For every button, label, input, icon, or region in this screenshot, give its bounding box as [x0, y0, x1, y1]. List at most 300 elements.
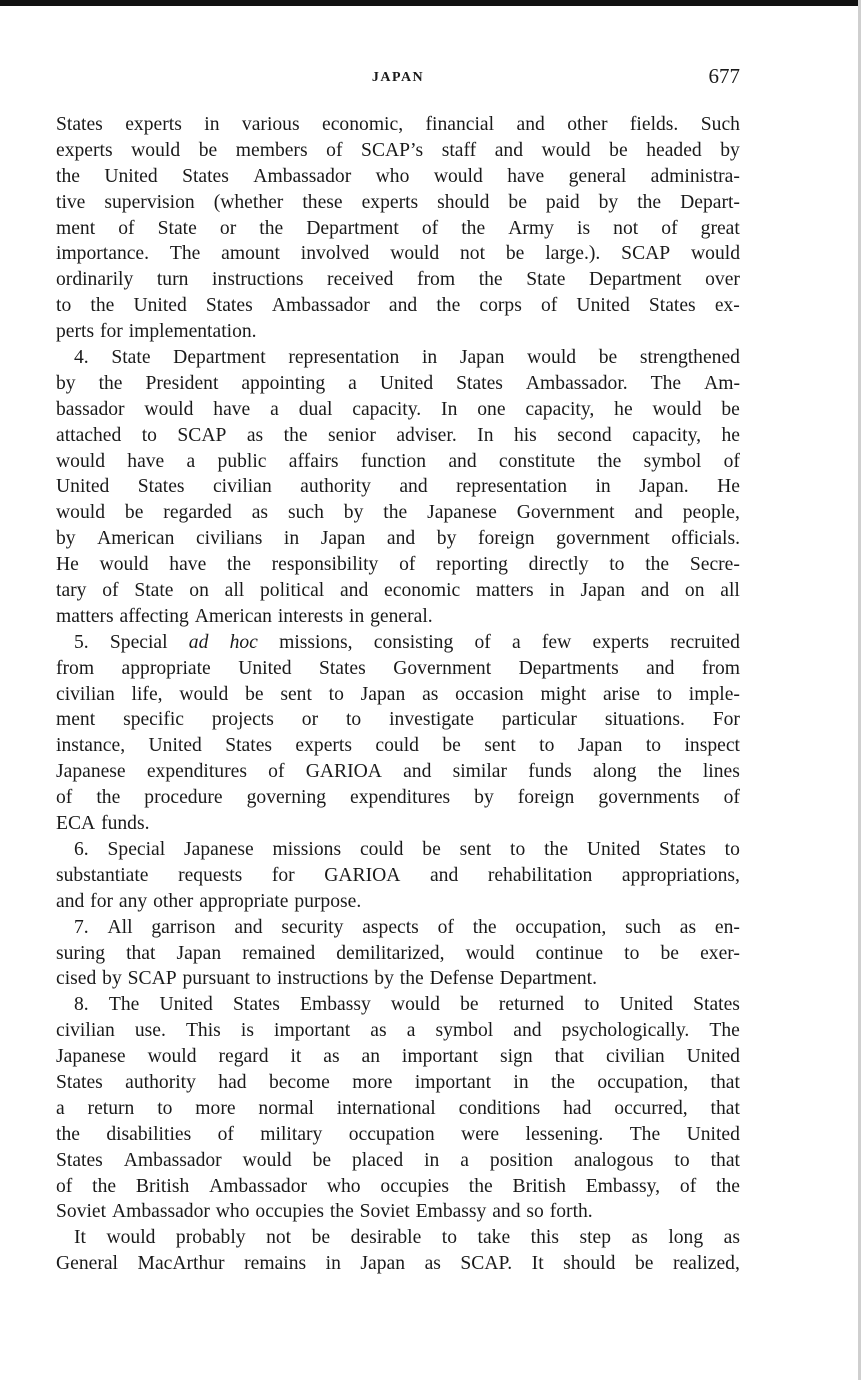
- word: the: [98, 372, 123, 394]
- word: instructions: [212, 269, 304, 291]
- word: United: [586, 838, 641, 860]
- word: exer-: [700, 942, 740, 964]
- word: important: [414, 1071, 492, 1093]
- text-line: [56, 1122, 740, 1148]
- word: United: [133, 295, 187, 317]
- word: dual: [298, 398, 333, 420]
- word: arise: [602, 683, 640, 705]
- word: so: [526, 1201, 544, 1223]
- word: States: [182, 165, 229, 187]
- word: In: [441, 398, 458, 420]
- word: great: [700, 217, 740, 239]
- word: Soviet: [56, 1201, 107, 1223]
- word: It: [74, 1227, 86, 1249]
- word: adviser.: [396, 424, 457, 446]
- word: States: [318, 657, 366, 679]
- text-line: [56, 164, 740, 190]
- word: that: [554, 1046, 585, 1068]
- word: of: [118, 217, 135, 239]
- word: investigate: [389, 709, 474, 731]
- word: a: [460, 1149, 469, 1171]
- word: tary: [56, 580, 87, 602]
- word: to: [141, 424, 157, 446]
- word: headed: [646, 139, 702, 161]
- text-line: [56, 1096, 740, 1122]
- word: would: [147, 1046, 197, 1068]
- text-line: [56, 941, 740, 967]
- word: en-: [714, 916, 740, 938]
- word: be: [598, 347, 618, 369]
- word: might: [540, 683, 587, 705]
- word: Japan: [320, 528, 366, 550]
- word: the: [399, 968, 424, 990]
- word: as: [422, 683, 439, 705]
- text-line: [56, 733, 740, 759]
- word: second: [557, 424, 612, 446]
- word: staff: [441, 139, 477, 161]
- word: American: [194, 605, 272, 627]
- word: these: [302, 191, 343, 213]
- word: GARIOA: [305, 761, 382, 783]
- word: a: [348, 372, 357, 394]
- word: should: [563, 1253, 616, 1275]
- word: return: [87, 1097, 135, 1119]
- text-line: [56, 1018, 740, 1044]
- word: occupies: [255, 1201, 324, 1223]
- word: as: [251, 502, 269, 524]
- word: would: [56, 450, 105, 472]
- word: to: [255, 968, 272, 990]
- word: Soviet: [359, 1201, 410, 1223]
- word: occasion: [455, 683, 524, 705]
- word: hoc: [229, 631, 258, 653]
- word: who: [215, 1201, 250, 1223]
- word: In: [477, 424, 494, 446]
- text-line: [56, 785, 740, 811]
- word: administra-: [650, 165, 740, 187]
- word: to: [345, 709, 362, 731]
- word: of: [326, 139, 343, 161]
- word: and: [234, 916, 263, 938]
- text-line: [56, 423, 740, 449]
- word: would: [242, 1149, 292, 1171]
- word: civilians: [195, 528, 263, 550]
- text-line: [56, 319, 740, 345]
- word: ment: [56, 709, 96, 731]
- word: aspects: [362, 916, 419, 938]
- word: would: [465, 942, 515, 964]
- word: had: [563, 1097, 592, 1119]
- running-head: JAPAN: [371, 70, 425, 85]
- word: the: [478, 269, 503, 291]
- body-text: [56, 112, 740, 1277]
- word: the: [96, 787, 121, 809]
- word: that: [710, 1097, 740, 1119]
- word: in: [204, 114, 220, 135]
- word: United: [379, 372, 434, 394]
- text-line: [56, 915, 740, 941]
- word: Defense: [429, 968, 494, 990]
- word: implementation.: [128, 321, 257, 343]
- word: received: [327, 269, 394, 291]
- text-line: [56, 552, 740, 578]
- word: economic,: [322, 114, 404, 135]
- word: The: [650, 372, 682, 394]
- word: Secre-: [689, 554, 740, 576]
- word: sent: [459, 838, 492, 860]
- word: Department: [173, 347, 266, 369]
- text-line: [56, 578, 740, 604]
- word: ECA: [56, 813, 96, 835]
- word: and: [339, 580, 369, 602]
- word: in: [325, 1253, 341, 1275]
- word: occupation: [348, 1123, 435, 1145]
- word: of: [399, 554, 416, 576]
- word: the: [227, 554, 251, 576]
- text-line: [56, 241, 740, 267]
- word: Special: [107, 838, 166, 860]
- word: Embassy: [300, 994, 371, 1016]
- word: States: [648, 295, 696, 317]
- word: amount: [221, 243, 280, 265]
- word: Such: [700, 114, 740, 135]
- word: of: [540, 295, 558, 317]
- word: important: [401, 1046, 479, 1068]
- word: For: [712, 709, 740, 731]
- word: such: [625, 916, 661, 938]
- word: all: [224, 580, 245, 602]
- word: would: [390, 994, 440, 1016]
- word: he: [614, 398, 633, 420]
- word: occupation,: [597, 1071, 689, 1093]
- word: Ambassador.: [525, 372, 628, 394]
- word: Ambassador: [111, 1201, 210, 1223]
- text-line: [56, 1199, 740, 1225]
- word: Japan: [176, 942, 222, 964]
- word: desirable: [350, 1227, 422, 1249]
- word: capacity,: [525, 398, 595, 420]
- page-number: 677: [708, 64, 740, 88]
- word: The: [629, 1123, 661, 1145]
- word: have: [507, 165, 545, 187]
- word: Department: [589, 269, 682, 291]
- word: lines: [702, 761, 740, 783]
- text-line: [56, 371, 740, 397]
- word: and: [386, 528, 416, 550]
- word: various: [241, 114, 300, 135]
- word: the: [551, 1071, 575, 1093]
- word: Departments: [518, 657, 619, 679]
- word: public: [217, 450, 267, 472]
- word: from: [417, 269, 456, 291]
- word: Japan: [459, 347, 505, 369]
- word: and: [634, 502, 663, 524]
- word: United: [619, 994, 673, 1016]
- word: specific: [123, 709, 184, 731]
- word: more: [352, 1071, 393, 1093]
- word: use.: [134, 1020, 166, 1042]
- word: Japan: [580, 580, 626, 602]
- text-line: [56, 1044, 740, 1070]
- text-line: [56, 293, 740, 319]
- word: of: [217, 1123, 234, 1145]
- word: governing: [246, 787, 327, 809]
- word: authority: [300, 476, 371, 498]
- word: States: [233, 994, 280, 1016]
- word: general.: [370, 605, 433, 627]
- word: be: [198, 139, 218, 161]
- word: appropriations,: [621, 864, 740, 886]
- word: Japanese: [56, 1046, 126, 1068]
- word: State: [157, 217, 197, 239]
- word: (whether: [213, 191, 284, 213]
- word: SCAP: [177, 424, 227, 446]
- word: who: [326, 1175, 361, 1197]
- word: as: [723, 1227, 740, 1249]
- word: Depart-: [680, 191, 740, 213]
- word: 5.: [74, 631, 89, 653]
- word: would: [106, 1227, 156, 1249]
- word: Ambassador: [271, 295, 370, 317]
- word: appropriate: [121, 657, 211, 679]
- word: to: [441, 1227, 458, 1249]
- word: he: [721, 424, 740, 446]
- word: from: [701, 657, 740, 679]
- word: supervision: [104, 191, 195, 213]
- text-line: [56, 837, 740, 863]
- word: ex-: [714, 295, 740, 317]
- word: forth.: [549, 1201, 593, 1223]
- text-line: [56, 811, 740, 837]
- word: his: [513, 424, 537, 446]
- word: British: [512, 1175, 566, 1197]
- word: situations.: [604, 709, 685, 731]
- word: a: [186, 450, 196, 472]
- word: the: [645, 554, 670, 576]
- word: United: [104, 165, 158, 187]
- word: placed: [352, 1149, 404, 1171]
- word: by: [598, 191, 619, 213]
- word: The: [108, 994, 140, 1016]
- word: by: [102, 968, 122, 990]
- word: funds: [528, 761, 572, 783]
- word: United: [56, 476, 110, 498]
- word: in: [424, 1149, 440, 1171]
- word: be: [508, 191, 527, 213]
- word: it: [290, 1046, 302, 1068]
- word: continue: [535, 942, 604, 964]
- text-line: [56, 112, 740, 138]
- word: all: [720, 580, 740, 602]
- word: appointing: [241, 372, 326, 394]
- word: suring: [56, 942, 105, 964]
- word: States: [205, 295, 253, 317]
- word: purpose.: [294, 890, 362, 912]
- word: It: [531, 1253, 544, 1275]
- word: for: [99, 321, 123, 343]
- word: civilian: [56, 1020, 115, 1042]
- word: remains: [244, 1253, 307, 1275]
- word: of: [421, 217, 439, 239]
- word: pursuant: [182, 968, 250, 990]
- word: to: [157, 1097, 173, 1119]
- word: States: [456, 372, 503, 394]
- word: American: [97, 528, 175, 550]
- word: be: [505, 243, 525, 265]
- word: be: [660, 942, 679, 964]
- word: civilian: [56, 683, 115, 705]
- word: Am-: [704, 372, 740, 394]
- word: political: [260, 580, 325, 602]
- word: were: [461, 1123, 500, 1145]
- word: requests: [178, 864, 243, 886]
- word: Japan: [360, 683, 406, 705]
- word: analogous: [574, 1149, 654, 1171]
- word: importance.: [56, 243, 150, 265]
- word: recruited: [670, 631, 740, 653]
- word: over: [705, 269, 740, 291]
- word: symbol: [435, 1020, 494, 1042]
- word: Department.: [499, 968, 598, 990]
- word: State: [111, 347, 151, 369]
- word: to: [624, 942, 640, 964]
- word: have: [169, 554, 207, 576]
- word: Ambassador: [253, 165, 352, 187]
- word: long: [668, 1227, 704, 1249]
- word: on: [684, 580, 705, 602]
- text-line: [56, 526, 740, 552]
- word: senior: [328, 424, 376, 446]
- text-line: [56, 630, 740, 656]
- word: Ambassador: [209, 1175, 308, 1197]
- word: in: [349, 605, 365, 627]
- text-line: [56, 216, 740, 242]
- word: sign: [500, 1046, 533, 1068]
- word: be: [311, 1227, 331, 1249]
- word: would: [527, 347, 577, 369]
- word: responsibility: [271, 554, 379, 576]
- word: Japan: [577, 735, 623, 757]
- text-line: [56, 656, 740, 682]
- word: for: [271, 864, 295, 886]
- word: by: [436, 528, 457, 550]
- word: and: [646, 657, 675, 679]
- word: similar: [452, 761, 508, 783]
- word: Embassy,: [585, 1175, 661, 1197]
- word: in: [421, 347, 438, 369]
- word: occupies: [380, 1175, 449, 1197]
- word: appropriate: [199, 890, 289, 912]
- word: one: [477, 398, 506, 420]
- word: State: [134, 580, 174, 602]
- text-line: [56, 604, 740, 630]
- word: could: [375, 735, 419, 757]
- word: missions,: [279, 631, 353, 653]
- word: large.).: [545, 243, 601, 265]
- word: economic: [384, 580, 461, 602]
- word: States: [225, 735, 273, 757]
- word: The: [169, 243, 201, 265]
- word: turn: [156, 269, 189, 291]
- word: He: [717, 476, 740, 498]
- word: paid: [545, 191, 580, 213]
- word: ad: [188, 631, 209, 653]
- word: and: [516, 114, 545, 135]
- word: tive: [56, 191, 86, 213]
- word: expenditures: [350, 787, 451, 809]
- text-line: [56, 474, 740, 500]
- word: garrison: [151, 916, 216, 938]
- word: the: [544, 838, 569, 860]
- word: fields.: [629, 114, 679, 135]
- word: as: [679, 916, 697, 938]
- text-line: [56, 966, 740, 992]
- word: ordinarily: [56, 269, 134, 291]
- word: 7.: [74, 916, 89, 938]
- word: would: [179, 683, 229, 705]
- text-line: [56, 682, 740, 708]
- text-line: [56, 889, 740, 915]
- word: to: [674, 1149, 690, 1171]
- word: Department: [306, 217, 399, 239]
- word: expenditures: [146, 761, 247, 783]
- text-line: [56, 992, 740, 1018]
- word: and: [640, 580, 670, 602]
- word: involved: [300, 243, 370, 265]
- word: of: [56, 787, 73, 809]
- word: States: [137, 476, 185, 498]
- word: would: [131, 139, 181, 161]
- word: to: [539, 735, 555, 757]
- word: be: [460, 994, 479, 1016]
- word: ment: [56, 217, 96, 239]
- word: imple-: [688, 683, 740, 705]
- text-line: [56, 138, 740, 164]
- word: should: [437, 191, 490, 213]
- word: conditions: [458, 1097, 541, 1119]
- word: the: [383, 502, 408, 524]
- word: the: [283, 424, 308, 446]
- word: is: [577, 217, 591, 239]
- word: occupation,: [515, 916, 607, 938]
- word: inspect: [684, 735, 740, 757]
- word: 8.: [74, 994, 89, 1016]
- word: of: [102, 580, 119, 602]
- word: is: [240, 1020, 254, 1042]
- word: by: [474, 787, 494, 809]
- word: in: [513, 1071, 529, 1093]
- text-line: [56, 500, 740, 526]
- word: and: [448, 450, 477, 472]
- word: on: [189, 580, 209, 602]
- word: security: [281, 916, 344, 938]
- text-line: [56, 1148, 740, 1174]
- word: as: [370, 1020, 387, 1042]
- word: as: [323, 1046, 340, 1068]
- word: substantiate: [56, 864, 149, 886]
- word: be: [124, 502, 144, 524]
- word: corps: [479, 295, 522, 317]
- word: sent: [484, 735, 516, 757]
- word: regard: [218, 1046, 269, 1068]
- word: Japan: [360, 1253, 406, 1275]
- word: capacity,: [632, 424, 702, 446]
- word: civilian: [212, 476, 272, 498]
- word: United: [686, 1046, 740, 1068]
- word: would: [99, 554, 149, 576]
- word: governments: [598, 787, 700, 809]
- word: capacity.: [352, 398, 422, 420]
